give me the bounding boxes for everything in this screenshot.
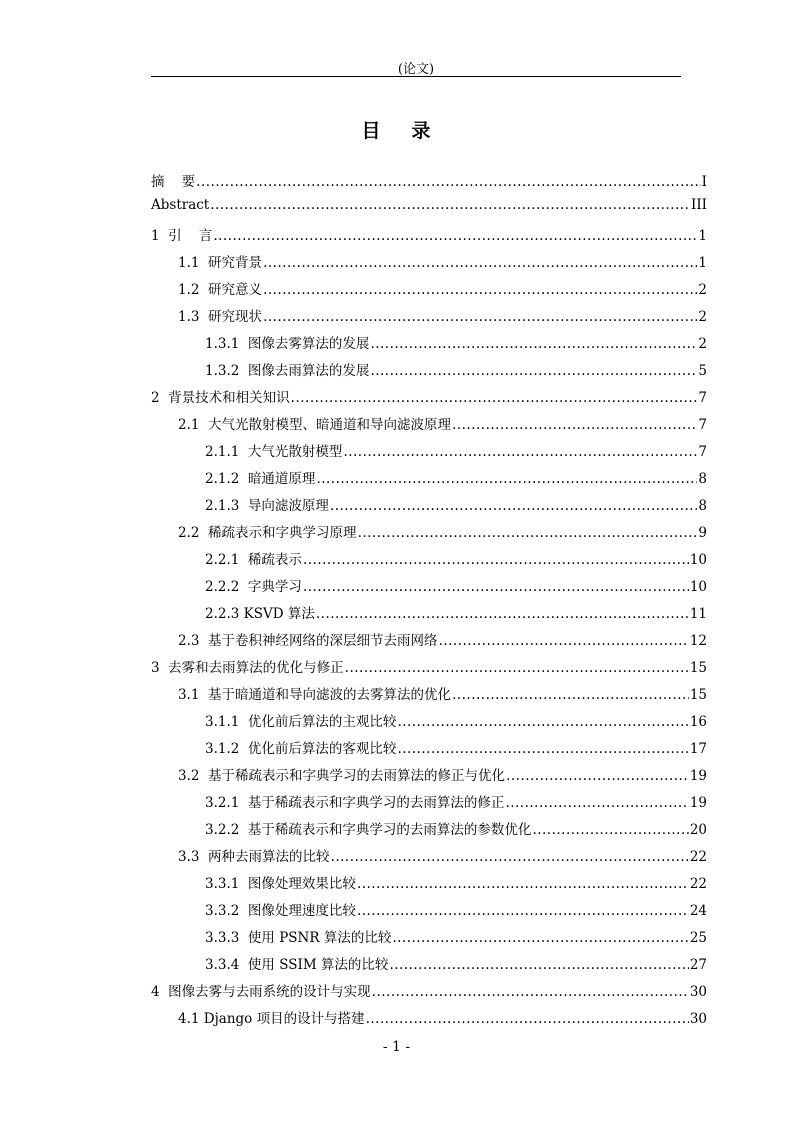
toc-leader-dots [345,660,689,676]
toc-leader-dots [316,471,697,487]
toc-entry-label: 2.2.1 稀疏表示 [205,552,302,568]
toc-entry[interactable] [151,548,707,575]
toc-entry-page: 9 [698,525,707,541]
toc-entry[interactable] [151,764,707,791]
toc-entry[interactable] [151,224,707,251]
toc-entry-label: 2.3 基于卷积神经网络的深层细节去雨网络 [178,633,438,649]
toc-entry-label: 2.2.2 字典学习 [205,579,302,595]
toc-entry-label: 2.1 大气光散射模型、暗通道和导向滤波原理 [178,417,452,433]
toc-entry[interactable] [151,1007,707,1034]
toc-entry[interactable] [151,413,707,440]
toc-leader-dots [357,876,689,892]
toc-entry-label: 1.1 研究背景 [178,255,263,271]
toc-entry-label: 3.3.1 图像处理效果比较 [205,876,356,892]
toc-entry-label: 1 引 言 [151,228,213,244]
toc-entry-page: 15 [689,687,707,703]
page-header: (论文) [397,62,435,77]
toc-entry-label: 2.1.2 暗通道原理 [205,471,316,487]
title-char-2: 录 [411,120,432,142]
toc-entry[interactable] [151,656,707,683]
header-divider [151,76,681,77]
toc-entry-page: 17 [689,741,707,757]
table-of-contents [151,170,707,1034]
toc-leader-dots [358,525,698,541]
toc-entry-page: 22 [689,849,707,865]
toc-leader-dots [316,606,689,622]
toc-entry[interactable] [151,818,707,845]
toc-entry-page: 2 [698,336,707,352]
toc-leader-dots [452,687,689,703]
toc-entry-page: 2 [698,282,707,298]
toc-entry[interactable] [151,683,707,710]
toc-entry-page: 7 [698,444,707,460]
toc-entry-label: 2.2.3 KSVD 算法 [205,606,315,622]
toc-leader-dots [343,444,697,460]
toc-entry[interactable] [151,602,707,629]
toc-entry-page: 12 [689,633,707,649]
toc-leader-dots [303,552,689,568]
toc-leader-dots [370,336,697,352]
toc-entry-page: 25 [689,930,707,946]
toc-entry-label: 4.1 Django 项目的设计与搭建 [178,1011,365,1027]
toc-leader-dots [389,957,688,973]
toc-entry-label: 3 去雾和去雨算法的优化与修正 [151,660,344,676]
toc-entry-label: 2.1.3 导向滤波原理 [205,498,329,514]
toc-leader-dots [505,795,688,811]
toc-entry-page: 10 [689,552,707,568]
toc-entry[interactable] [151,467,707,494]
toc-entry[interactable] [151,197,707,224]
toc-entry-page: 8 [698,471,707,487]
toc-entry[interactable] [151,251,707,278]
toc-leader-dots [210,197,690,213]
toc-entry-label: 3.2.2 基于稀疏表示和字典学习的去雨算法的参数优化 [205,822,532,838]
toc-leader-dots [439,633,689,649]
toc-entry[interactable] [151,791,707,818]
toc-leader-dots [196,174,700,190]
toc-entry[interactable] [151,899,707,926]
toc-entry[interactable] [151,440,707,467]
toc-entry-label: 1.3.1 图像去雾算法的发展 [205,336,370,352]
page-title [0,116,793,143]
toc-entry-label: 1.3 研究现状 [178,309,263,325]
toc-leader-dots [330,498,697,514]
toc-entry-page: 24 [689,903,707,919]
toc-leader-dots [506,768,689,784]
toc-leader-dots [331,849,689,865]
toc-leader-dots [392,930,688,946]
toc-entry[interactable] [151,386,707,413]
toc-leader-dots [213,228,697,244]
toc-entry-page: 19 [689,768,707,784]
toc-leader-dots [263,282,697,298]
toc-entry-page: I [701,174,707,190]
toc-entry-page: 20 [689,822,707,838]
toc-entry-page: 1 [698,255,707,271]
toc-entry-label: 3.2 基于稀疏表示和字典学习的去雨算法的修正与优化 [178,768,506,784]
toc-entry-label: 3.2.1 基于稀疏表示和字典学习的去雨算法的修正 [205,795,505,811]
toc-entry[interactable] [151,737,707,764]
toc-entry-label: 4 图像去雾与去雨系统的设计与实现 [151,984,371,1000]
toc-entry-page: 1 [698,228,707,244]
toc-entry-page: 27 [689,957,707,973]
toc-entry-page: 19 [689,795,707,811]
toc-entry-label: 3.3.2 图像处理速度比较 [205,903,356,919]
toc-leader-dots [291,390,698,406]
toc-entry[interactable] [151,629,707,656]
toc-leader-dots [370,363,697,379]
toc-entry-label: 摘 要 [151,174,196,190]
toc-leader-dots [357,903,689,919]
toc-entry-label: Abstract [151,197,210,213]
toc-leader-dots [397,714,688,730]
title-char-1: 目 [361,120,382,142]
toc-entry[interactable] [151,359,707,386]
toc-entry-page: 10 [689,579,707,595]
toc-entry[interactable] [151,170,707,197]
toc-entry[interactable] [151,278,707,305]
toc-leader-dots [397,741,688,757]
toc-entry-page: 30 [689,984,707,1000]
toc-entry-label: 3.1 基于暗通道和导向滤波的去雾算法的优化 [178,687,452,703]
toc-entry-label: 3.3.3 使用 PSNR 算法的比较 [205,930,392,946]
toc-entry-label: 3.1.2 优化前后算法的客观比较 [205,741,397,757]
toc-entry-page: 7 [698,417,707,433]
toc-entry-page: 16 [689,714,707,730]
toc-entry-page: 5 [698,363,707,379]
toc-entry[interactable] [151,332,707,359]
toc-entry-page: 30 [689,1011,707,1027]
toc-entry-label: 1.2 研究意义 [178,282,263,298]
toc-entry-label: 2.1.1 大气光散射模型 [205,444,343,460]
toc-entry[interactable] [151,926,707,953]
toc-entry[interactable] [151,953,707,980]
page-number: - 1 - [382,1039,411,1055]
toc-entry-label: 3.3.4 使用 SSIM 算法的比较 [205,957,389,973]
toc-entry[interactable] [151,980,707,1007]
toc-entry-label: 3.1.1 优化前后算法的主观比较 [205,714,397,730]
toc-leader-dots [372,984,689,1000]
toc-entry-page: 22 [689,876,707,892]
toc-entry-label: 3.3 两种去雨算法的比较 [178,849,330,865]
toc-entry-page: 11 [689,606,707,622]
toc-entry[interactable] [151,710,707,737]
toc-entry-page: 7 [698,390,707,406]
toc-entry[interactable] [151,872,707,899]
toc-entry[interactable] [151,845,707,872]
toc-entry-label: 2.2 稀疏表示和字典学习原理 [178,525,357,541]
toc-leader-dots [303,579,689,595]
toc-leader-dots [366,1011,689,1027]
toc-entry-page: 8 [698,498,707,514]
toc-entry-label: 2 背景技术和相关知识 [151,390,290,406]
toc-entry[interactable] [151,575,707,602]
toc-entry-page: 2 [698,309,707,325]
toc-entry[interactable] [151,494,707,521]
toc-entry[interactable] [151,521,707,548]
toc-entry-label: 1.3.2 图像去雨算法的发展 [205,363,370,379]
toc-entry[interactable] [151,305,707,332]
toc-leader-dots [263,255,697,271]
toc-entry-page: III [691,197,707,213]
toc-leader-dots [263,309,697,325]
toc-leader-dots [532,822,688,838]
toc-entry-page: 15 [689,660,707,676]
toc-leader-dots [452,417,697,433]
